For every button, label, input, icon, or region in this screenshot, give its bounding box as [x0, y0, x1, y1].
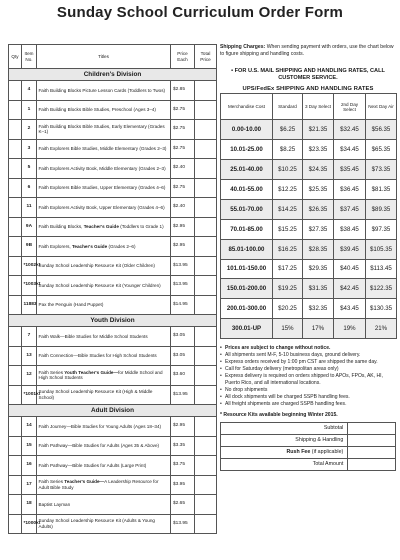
- us-mail-note: • FOR U.S. MAIL SHIPPING AND HANDLING RATES, CALL CUSTOMER SERVICE.: [231, 67, 385, 82]
- price-each: $14.95: [171, 295, 195, 315]
- price-each: $2.85: [171, 81, 195, 101]
- order-item-row: [9, 256, 217, 276]
- qty-cell[interactable]: [9, 327, 22, 347]
- rush-fee-row: [221, 446, 396, 458]
- price-each: $13.95: [171, 385, 195, 405]
- qty-cell[interactable]: [9, 178, 22, 198]
- page-title: Sunday School Curriculum Order Form: [56, 4, 344, 21]
- item-title-part: for Middle School and High School Students: [38, 369, 163, 381]
- item-number: *1000kt: [22, 514, 37, 534]
- item-title: Pax the Penguin (Hand Puppet): [37, 295, 171, 315]
- total-amount-row: [221, 458, 396, 470]
- order-item-row: [9, 178, 217, 198]
- order-table-header: [9, 45, 217, 69]
- order-item-row: [9, 366, 217, 386]
- item-number: 13: [22, 346, 37, 366]
- shipping-panel: [220, 44, 396, 471]
- adult-division-row: [9, 405, 217, 417]
- total-price-cell[interactable]: [195, 139, 217, 159]
- children-division-heading: Children's Division: [9, 69, 217, 81]
- item-title: [37, 475, 171, 495]
- item-title: Faith Building Blocks Bible Studies, Preschool (Ages 3–4): [37, 100, 171, 120]
- item-number: 16: [22, 456, 37, 476]
- merchandise-cost-cell: 101.01-150.00: [221, 259, 273, 279]
- rates-row: [221, 140, 397, 160]
- note-text: All freight shipments are charged SSPB handling fees.: [225, 400, 347, 407]
- note-text: Call for Saturday delivery (metropolitan areas only): [225, 365, 339, 372]
- rate-cell: $105.35: [366, 239, 397, 259]
- total-price-cell[interactable]: [195, 159, 217, 179]
- rate-cell: $89.35: [366, 199, 397, 219]
- rate-cell: $35.45: [334, 160, 366, 180]
- rate-cell: $36.45: [334, 179, 366, 199]
- price-each: $2.75: [171, 139, 195, 159]
- total-price-cell[interactable]: [195, 81, 217, 101]
- subtotal-field[interactable]: [348, 422, 396, 434]
- rates-col-merchandise: Merchandise Cost: [221, 94, 273, 120]
- price-each: $3.05: [171, 327, 195, 347]
- note-text: All dock shipments will be charged SSPB handling fees.: [225, 393, 350, 400]
- item-title: Faith Walk—Bible Studies for Middle School Students: [37, 327, 171, 347]
- note-item: [220, 352, 396, 359]
- rates-col-standard: Standard: [273, 94, 303, 120]
- rates-row: [221, 199, 397, 219]
- rate-cell: $29.35: [303, 259, 334, 279]
- order-item-row: [9, 385, 217, 405]
- subtotal-label: Subtotal: [221, 422, 348, 434]
- item-number: 12: [22, 366, 37, 386]
- item-title: Faith Pathway—Bible Studies for Adults (Large Print): [37, 456, 171, 476]
- order-item-row: [9, 475, 217, 495]
- rate-cell: $8.25: [273, 140, 303, 160]
- rate-cell: $10.25: [273, 160, 303, 180]
- item-title: [37, 237, 171, 257]
- item-title: Faith Explorers Bible Studies, Upper Elementary (Grades 4–6): [37, 178, 171, 198]
- rates-row: [221, 259, 397, 279]
- item-number: 15: [22, 436, 37, 456]
- total-price-cell[interactable]: [195, 237, 217, 257]
- merchandise-cost-cell: 55.01-70.00: [221, 199, 273, 219]
- totals-table: [220, 422, 396, 471]
- order-item-row: [9, 436, 217, 456]
- rate-cell: $31.35: [303, 279, 334, 299]
- price-each-header: Price Each: [171, 45, 195, 69]
- rate-cell: $56.35: [366, 120, 397, 140]
- total-amount-label: Total Amount: [221, 458, 348, 470]
- qty-cell[interactable]: [9, 159, 22, 179]
- rates-table-header: [221, 94, 397, 120]
- price-each: $2.95: [171, 217, 195, 237]
- rates-col-2day: 2nd Day Select: [334, 94, 366, 120]
- rates-row: [221, 219, 397, 239]
- note-item: [220, 359, 396, 366]
- rate-cell: $42.45: [334, 279, 366, 299]
- item-title-part: Faith Building Blocks,: [38, 224, 84, 229]
- youth-division-row: [9, 315, 217, 327]
- item-title: Faith Explorers Activity Book, Middle Elementary (Grades 2–3): [37, 159, 171, 179]
- item-title: Sunday School Leadership Resource Kit (Younger Children): [37, 276, 171, 296]
- rate-cell: $73.35: [366, 160, 397, 180]
- order-item-row: [9, 139, 217, 159]
- rate-cell: $17.25: [273, 259, 303, 279]
- price-each: $3.35: [171, 436, 195, 456]
- rates-col-3day: 3 Day Select: [303, 94, 334, 120]
- item-title: Faith Building Blocks Picture Lesson Cards (Toddlers to Twos): [37, 81, 171, 101]
- order-item-row: [9, 276, 217, 296]
- item-title-bold: Teacher's Guide—: [64, 479, 105, 485]
- rate-cell: $113.45: [366, 259, 397, 279]
- price-each: $2.65: [171, 495, 195, 515]
- rates-col-nextday: Next Day Air: [366, 94, 397, 120]
- item-number: 6: [22, 178, 37, 198]
- item-title: Faith Connection—Bible Studies for High School Students: [37, 346, 171, 366]
- order-item-row: [9, 417, 217, 437]
- bullet-icon: •: [220, 345, 222, 352]
- item-number: 7: [22, 327, 37, 347]
- qty-cell[interactable]: [9, 81, 22, 101]
- qty-cell[interactable]: [9, 256, 22, 276]
- total-price-cell[interactable]: [195, 475, 217, 495]
- adult-division-heading: Adult Division: [9, 405, 217, 417]
- order-item-row: [9, 217, 217, 237]
- item-title: Faith Building Blocks Bible Studies, Early Elementary (Grades K–1): [37, 120, 171, 140]
- rush-fee-bold: Rush Fee: [286, 449, 311, 456]
- note-item: [220, 401, 396, 408]
- order-item-row: [9, 346, 217, 366]
- bullet-icon: •: [220, 365, 222, 372]
- rush-fee-rest: (if applicable): [310, 449, 344, 456]
- order-item-row: [9, 514, 217, 534]
- item-number: 14: [22, 417, 37, 437]
- merchandise-cost-cell: 10.01-25.00: [221, 140, 273, 160]
- qty-header: Qty: [9, 45, 22, 69]
- item-number: 9A: [22, 217, 37, 237]
- rate-cell: $15.25: [273, 219, 303, 239]
- rates-heading: UPS/FedEx SHIPPING AND HANDLING RATES: [242, 86, 374, 93]
- rate-cell: $14.25: [273, 199, 303, 219]
- price-each: $13.95: [171, 256, 195, 276]
- order-item-row: [9, 327, 217, 347]
- rates-row: [221, 120, 397, 140]
- note-text: All shipments sent M-F, 5-10 business days, ground delivery.: [225, 352, 361, 359]
- qty-cell[interactable]: [9, 456, 22, 476]
- rate-cell: $21.35: [303, 120, 334, 140]
- item-title: Faith Journey—Bible Studies for Young Adults (Ages 18–34): [37, 417, 171, 437]
- rate-cell: 17%: [303, 319, 334, 339]
- qty-cell[interactable]: [9, 198, 22, 218]
- item-number: 2: [22, 120, 37, 140]
- rates-row: [221, 299, 397, 319]
- price-each: $2.95: [171, 417, 195, 437]
- total-price-cell[interactable]: [195, 276, 217, 296]
- rate-cell: $43.45: [334, 299, 366, 319]
- order-item-row: [9, 81, 217, 101]
- qty-cell[interactable]: [9, 417, 22, 437]
- note-text: No drop shipments: [225, 386, 268, 393]
- price-each: $13.95: [171, 276, 195, 296]
- item-title: Sunday School Leadership Resource Kit (High & Middle School): [37, 385, 171, 405]
- rates-row: [221, 239, 397, 259]
- rate-cell: $24.35: [303, 160, 334, 180]
- rate-cell: $16.25: [273, 239, 303, 259]
- order-item-row: [9, 495, 217, 515]
- total-price-cell[interactable]: [195, 178, 217, 198]
- item-number: 11: [22, 198, 37, 218]
- bullet-icon: •: [220, 352, 222, 359]
- total-price-cell[interactable]: [195, 514, 217, 534]
- qty-cell[interactable]: [9, 295, 22, 315]
- item-number: 5: [22, 159, 37, 179]
- qty-cell[interactable]: [9, 346, 22, 366]
- item-title: Faith Explorers Bible Studies, Middle Elementary (Grades 2–3): [37, 139, 171, 159]
- subtotal-row: [221, 422, 396, 434]
- order-item-row: [9, 120, 217, 140]
- item-title: [37, 217, 171, 237]
- rate-cell: $32.35: [303, 299, 334, 319]
- order-table-body: [9, 69, 217, 534]
- resource-kit-note: * Resource Kits available beginning Winter 2015.: [220, 411, 338, 418]
- total-price-cell[interactable]: [195, 436, 217, 456]
- rate-cell: $34.45: [334, 140, 366, 160]
- rate-cell: $28.35: [303, 239, 334, 259]
- item-number: 1: [22, 100, 37, 120]
- rates-row: [221, 279, 397, 299]
- merchandise-cost-cell: 25.01-40.00: [221, 160, 273, 180]
- price-each: $3.60: [171, 366, 195, 386]
- total-price-cell[interactable]: [195, 256, 217, 276]
- item-title: Faith Explorers Activity Book, Upper Elementary (Grades 4–6): [37, 198, 171, 218]
- rates-table: [220, 93, 397, 339]
- rate-cell: $23.35: [303, 140, 334, 160]
- rate-cell: $122.35: [366, 279, 397, 299]
- total-price-cell[interactable]: [195, 366, 217, 386]
- note-text: Express orders received by 1:00 pm CST are shipped the same day.: [225, 358, 378, 365]
- rates-table-body: [221, 120, 397, 339]
- merchandise-cost-cell: 85.01-100.00: [221, 239, 273, 259]
- rush-fee-label: [221, 446, 348, 458]
- item-title-bold: Youth Teacher's Guide—: [64, 369, 119, 375]
- shipping-charges-body: When sending payment with orders, use the chart below to figure shipping and handling costs.: [220, 44, 394, 57]
- rate-cell: $19.25: [273, 279, 303, 299]
- total-price-cell[interactable]: [195, 100, 217, 120]
- item-number: *1001kt: [22, 385, 37, 405]
- item-title-bold: Teacher's Guide: [83, 224, 119, 229]
- total-price-cell[interactable]: [195, 385, 217, 405]
- total-price-header: Total Price: [195, 45, 217, 69]
- price-each: $2.40: [171, 198, 195, 218]
- item-number: 4: [22, 81, 37, 101]
- shipping-handling-field[interactable]: [348, 434, 396, 446]
- rates-row: [221, 319, 397, 339]
- item-title: Baptist Layman: [37, 495, 171, 515]
- rate-cell: $25.35: [303, 179, 334, 199]
- merchandise-cost-cell: 70.01-85.00: [221, 219, 273, 239]
- merchandise-cost-cell: 300.01-UP: [221, 319, 273, 339]
- qty-cell[interactable]: [9, 475, 22, 495]
- rates-row: [221, 179, 397, 199]
- rate-cell: $26.35: [303, 199, 334, 219]
- rates-row: [221, 160, 397, 180]
- shipping-handling-label: Shipping & Handling: [221, 434, 348, 446]
- item-no-header: Item No.: [22, 45, 37, 69]
- merchandise-cost-cell: 0.00-10.00: [221, 120, 273, 140]
- price-each: $13.95: [171, 514, 195, 534]
- merchandise-cost-cell: 150.01-200.00: [221, 279, 273, 299]
- shipping-handling-row: [221, 434, 396, 446]
- item-title: Sunday School Leadership Resource Kit (Adults & Young Adults): [37, 514, 171, 534]
- youth-division-heading: Youth Division: [9, 315, 217, 327]
- bullet-icon: •: [220, 358, 222, 365]
- qty-cell[interactable]: [9, 436, 22, 456]
- bullet-icon: •: [220, 386, 222, 393]
- merchandise-cost-cell: 200.01-300.00: [221, 299, 273, 319]
- total-price-cell[interactable]: [195, 346, 217, 366]
- rate-cell: $12.25: [273, 179, 303, 199]
- qty-cell[interactable]: [9, 276, 22, 296]
- bullet-icon: •: [220, 400, 222, 407]
- qty-cell[interactable]: [9, 100, 22, 120]
- price-each: $2.95: [171, 237, 195, 257]
- rate-cell: $32.45: [334, 120, 366, 140]
- item-title-part: (Grades 2–6): [107, 243, 136, 249]
- note-item: [220, 394, 396, 401]
- qty-cell[interactable]: [9, 366, 22, 386]
- note-item: [220, 345, 396, 352]
- item-number: 3: [22, 139, 37, 159]
- item-title: Sunday School Leadership Resource Kit (Older Children): [37, 256, 171, 276]
- total-price-cell[interactable]: [195, 295, 217, 315]
- order-item-row: [9, 295, 217, 315]
- total-price-cell[interactable]: [195, 417, 217, 437]
- item-title: [37, 366, 171, 386]
- order-item-row: [9, 237, 217, 257]
- note-text: Express delivery is required on orders shipped to APOs, FPOs, AK, HI, Puerto Rico, and all international locations.: [225, 372, 383, 386]
- bullet-icon: •: [220, 372, 222, 379]
- shipping-charges-text: [220, 44, 396, 58]
- qty-cell[interactable]: [9, 514, 22, 534]
- order-item-row: [9, 100, 217, 120]
- order-item-row: [9, 456, 217, 476]
- item-title-part: Faith Series: [38, 369, 65, 375]
- rate-cell: $38.45: [334, 219, 366, 239]
- note-item: [220, 373, 396, 387]
- total-price-cell[interactable]: [195, 327, 217, 347]
- item-number: 17: [22, 475, 37, 495]
- price-each: $2.75: [171, 178, 195, 198]
- item-number: *1003kt: [22, 276, 37, 296]
- shipping-charges-label: Shipping Charges:: [220, 44, 266, 50]
- item-number: *1002kt: [22, 256, 37, 276]
- qty-cell[interactable]: [9, 139, 22, 159]
- total-price-cell[interactable]: [195, 456, 217, 476]
- item-title-bold: Teacher's Guide: [71, 243, 108, 249]
- qty-cell[interactable]: [9, 217, 22, 237]
- price-each: $2.40: [171, 159, 195, 179]
- total-amount-field[interactable]: [348, 458, 396, 470]
- rate-cell: 21%: [366, 319, 397, 339]
- item-title-part: (Toddlers to Grade 1): [118, 224, 164, 229]
- notes-list: [220, 345, 396, 408]
- rate-cell: $130.35: [366, 299, 397, 319]
- rate-cell: $81.35: [366, 179, 397, 199]
- rate-cell: $65.35: [366, 140, 397, 160]
- order-item-row: [9, 198, 217, 218]
- titles-header: Titles: [37, 45, 171, 69]
- note-text: Prices are subject to change without notice.: [225, 345, 331, 352]
- qty-cell[interactable]: [9, 237, 22, 257]
- rate-cell: $97.35: [366, 219, 397, 239]
- total-price-cell[interactable]: [195, 217, 217, 237]
- rate-cell: 19%: [334, 319, 366, 339]
- order-item-row: [9, 159, 217, 179]
- price-each: $3.95: [171, 475, 195, 495]
- bullet-icon: •: [220, 393, 222, 400]
- note-item: [220, 387, 396, 394]
- qty-cell[interactable]: [9, 120, 22, 140]
- price-each: $3.75: [171, 456, 195, 476]
- children-division-row: [9, 69, 217, 81]
- merchandise-cost-cell: 40.01-55.00: [221, 179, 273, 199]
- order-table: [8, 44, 217, 534]
- total-price-cell[interactable]: [195, 495, 217, 515]
- rate-cell: 15%: [273, 319, 303, 339]
- item-title-part: Faith Explorers,: [38, 243, 72, 249]
- rate-cell: $39.45: [334, 239, 366, 259]
- qty-cell[interactable]: [9, 495, 22, 515]
- rate-cell: $37.45: [334, 199, 366, 219]
- price-each: $2.75: [171, 100, 195, 120]
- rate-cell: $20.25: [273, 299, 303, 319]
- rush-fee-field[interactable]: [348, 446, 396, 458]
- item-number: 9B: [22, 237, 37, 257]
- item-title-part: Faith Series: [38, 479, 65, 485]
- price-each: $2.75: [171, 120, 195, 140]
- rate-cell: $40.45: [334, 259, 366, 279]
- item-number: 11883: [22, 295, 37, 315]
- total-price-cell[interactable]: [195, 120, 217, 140]
- item-title: Faith Pathway—Bible Studies for Adults (Ages 35 & Above): [37, 436, 171, 456]
- price-each: $3.05: [171, 346, 195, 366]
- qty-cell[interactable]: [9, 385, 22, 405]
- item-number: 18: [22, 495, 37, 515]
- rate-cell: $27.35: [303, 219, 334, 239]
- total-price-cell[interactable]: [195, 198, 217, 218]
- note-item: [220, 366, 396, 373]
- rate-cell: $6.25: [273, 120, 303, 140]
- item-title-part: A Leadership Resource for Adult Bible Study: [38, 479, 159, 490]
